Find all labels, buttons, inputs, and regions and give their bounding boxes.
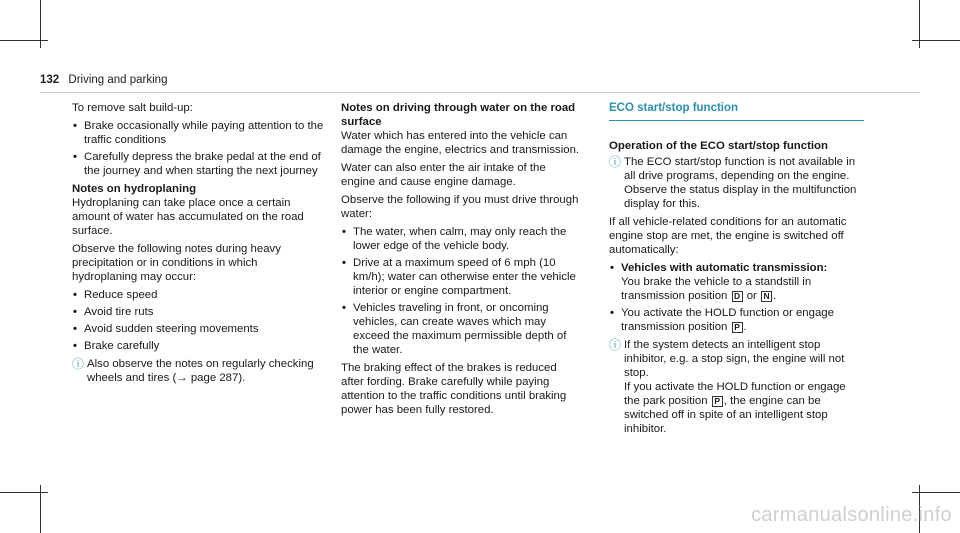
bullet-icon: • bbox=[73, 151, 77, 163]
hydroplaning-text: Hydroplaning can take place once a certain amount of water has accumulated on the road surface. bbox=[72, 197, 304, 237]
observe-text: Observe the following notes during heavy precipitation or in conditions in which hydroplaning may occur: bbox=[72, 243, 281, 283]
bullet-icon: • bbox=[73, 306, 77, 318]
column-2 bbox=[341, 101, 581, 421]
water-heading: Notes on driving through water on the road surface bbox=[341, 102, 576, 128]
watermark: carmanualsonline.info bbox=[751, 504, 952, 526]
list-item: • Vehicles traveling in front, or oncoming vehicles, can create waves which may exceed the maximum permissible depth of the water. bbox=[342, 302, 567, 356]
list-item: • The water, when calm, may only reach the lower edge of the vehicle body. bbox=[342, 226, 567, 252]
bullet-icon: • bbox=[610, 307, 614, 319]
list-item: • Carefully depress the brake pedal at the end of the journey and when starting the next journey bbox=[73, 151, 321, 177]
salt-intro: To remove salt build-up: bbox=[72, 102, 193, 114]
note-icon: ⓘ bbox=[72, 357, 85, 371]
list-item: • Drive at a maximum speed of 6 mph (10 km/h); water can otherwise enter the vehicle interior or engine compartment. bbox=[342, 257, 576, 297]
gear-p-icon: P bbox=[712, 396, 723, 407]
note-icon: ⓘ bbox=[609, 155, 622, 169]
bullet-icon: • bbox=[73, 340, 77, 352]
page-number: 132 bbox=[40, 74, 60, 86]
salt-list bbox=[72, 119, 324, 178]
bullet-icon: • bbox=[610, 262, 614, 274]
page-header bbox=[40, 74, 167, 86]
column-1 bbox=[72, 101, 324, 389]
eco-conditions-text: If all vehicle-related conditions for an automatic engine stop are met, the engine is switched off automatically: bbox=[609, 216, 847, 256]
water-list bbox=[341, 225, 581, 357]
crop-mark bbox=[0, 40, 48, 41]
crop-mark bbox=[912, 40, 960, 41]
crop-mark bbox=[912, 492, 960, 493]
bullet-icon: • bbox=[342, 302, 346, 314]
list-item: • You activate the HOLD function or engage transmission position P . bbox=[610, 307, 834, 333]
list-item: • Avoid tire ruts bbox=[73, 306, 154, 318]
water-p1: Water which has entered into the vehicle can damage the engine, electrics and transmission. bbox=[341, 130, 580, 156]
list-item: • Brake carefully bbox=[73, 340, 160, 352]
list-item: • Brake occasionally while paying attention to the traffic conditions bbox=[73, 120, 324, 146]
note-tires bbox=[72, 357, 324, 385]
water-p2: Water can also enter the air intake of the engine and cause engine damage. bbox=[341, 162, 546, 188]
eco-subheading: Operation of the ECO start/stop function bbox=[609, 140, 828, 152]
crop-mark bbox=[0, 492, 48, 493]
note-tires-text[interactable]: Also observe the notes on regularly checking wheels and tires (→ page 287). bbox=[87, 358, 314, 384]
list-item: • Vehicles with automatic transmission: You brake the vehicle to a standstill in transmission position D or N . bbox=[610, 262, 828, 302]
note-eco-availability: ⓘ The ECO start/stop function is not available in all drive programs, depending on the engine. Observe the status display in the multifunction display for this. bbox=[609, 155, 857, 210]
bullet-icon: • bbox=[73, 120, 77, 132]
water-p3: Observe the following if you must drive through water: bbox=[341, 194, 579, 220]
column-3 bbox=[609, 101, 864, 440]
bullet-icon: • bbox=[73, 323, 77, 335]
hydroplaning-heading: Notes on hydroplaning bbox=[72, 183, 197, 195]
water-p4: The braking effect of the brakes is reduced after fording. Brake carefully while paying attention to the traffic conditions until braking power has been fully restored. bbox=[341, 362, 567, 416]
bullet-icon: • bbox=[342, 257, 346, 269]
eco-section-title: ECO start/stop function bbox=[609, 102, 739, 114]
gear-d-icon: D bbox=[732, 291, 743, 302]
section-title: Driving and parking bbox=[68, 74, 168, 86]
section-divider bbox=[609, 120, 864, 121]
bullet-icon: • bbox=[342, 226, 346, 238]
header-divider bbox=[40, 92, 920, 93]
list-item: • Reduce speed bbox=[73, 289, 158, 301]
note-icon: ⓘ bbox=[609, 338, 622, 352]
list-item: • Avoid sudden steering movements bbox=[73, 323, 259, 335]
gear-p-icon: P bbox=[732, 322, 743, 333]
eco-list bbox=[609, 261, 864, 334]
gear-n-icon: N bbox=[761, 291, 772, 302]
bullet-icon: • bbox=[73, 289, 77, 301]
note-stop-inhibitor: ⓘ If the system detects an intelligent stop inhibitor, e.g. a stop sign, the engine will not stop. If you activate the HOLD function or engage the park position P , the engine can be switched off in spite of an intelligent stop inhibitor. bbox=[609, 338, 846, 435]
hydroplaning-list bbox=[72, 288, 324, 353]
